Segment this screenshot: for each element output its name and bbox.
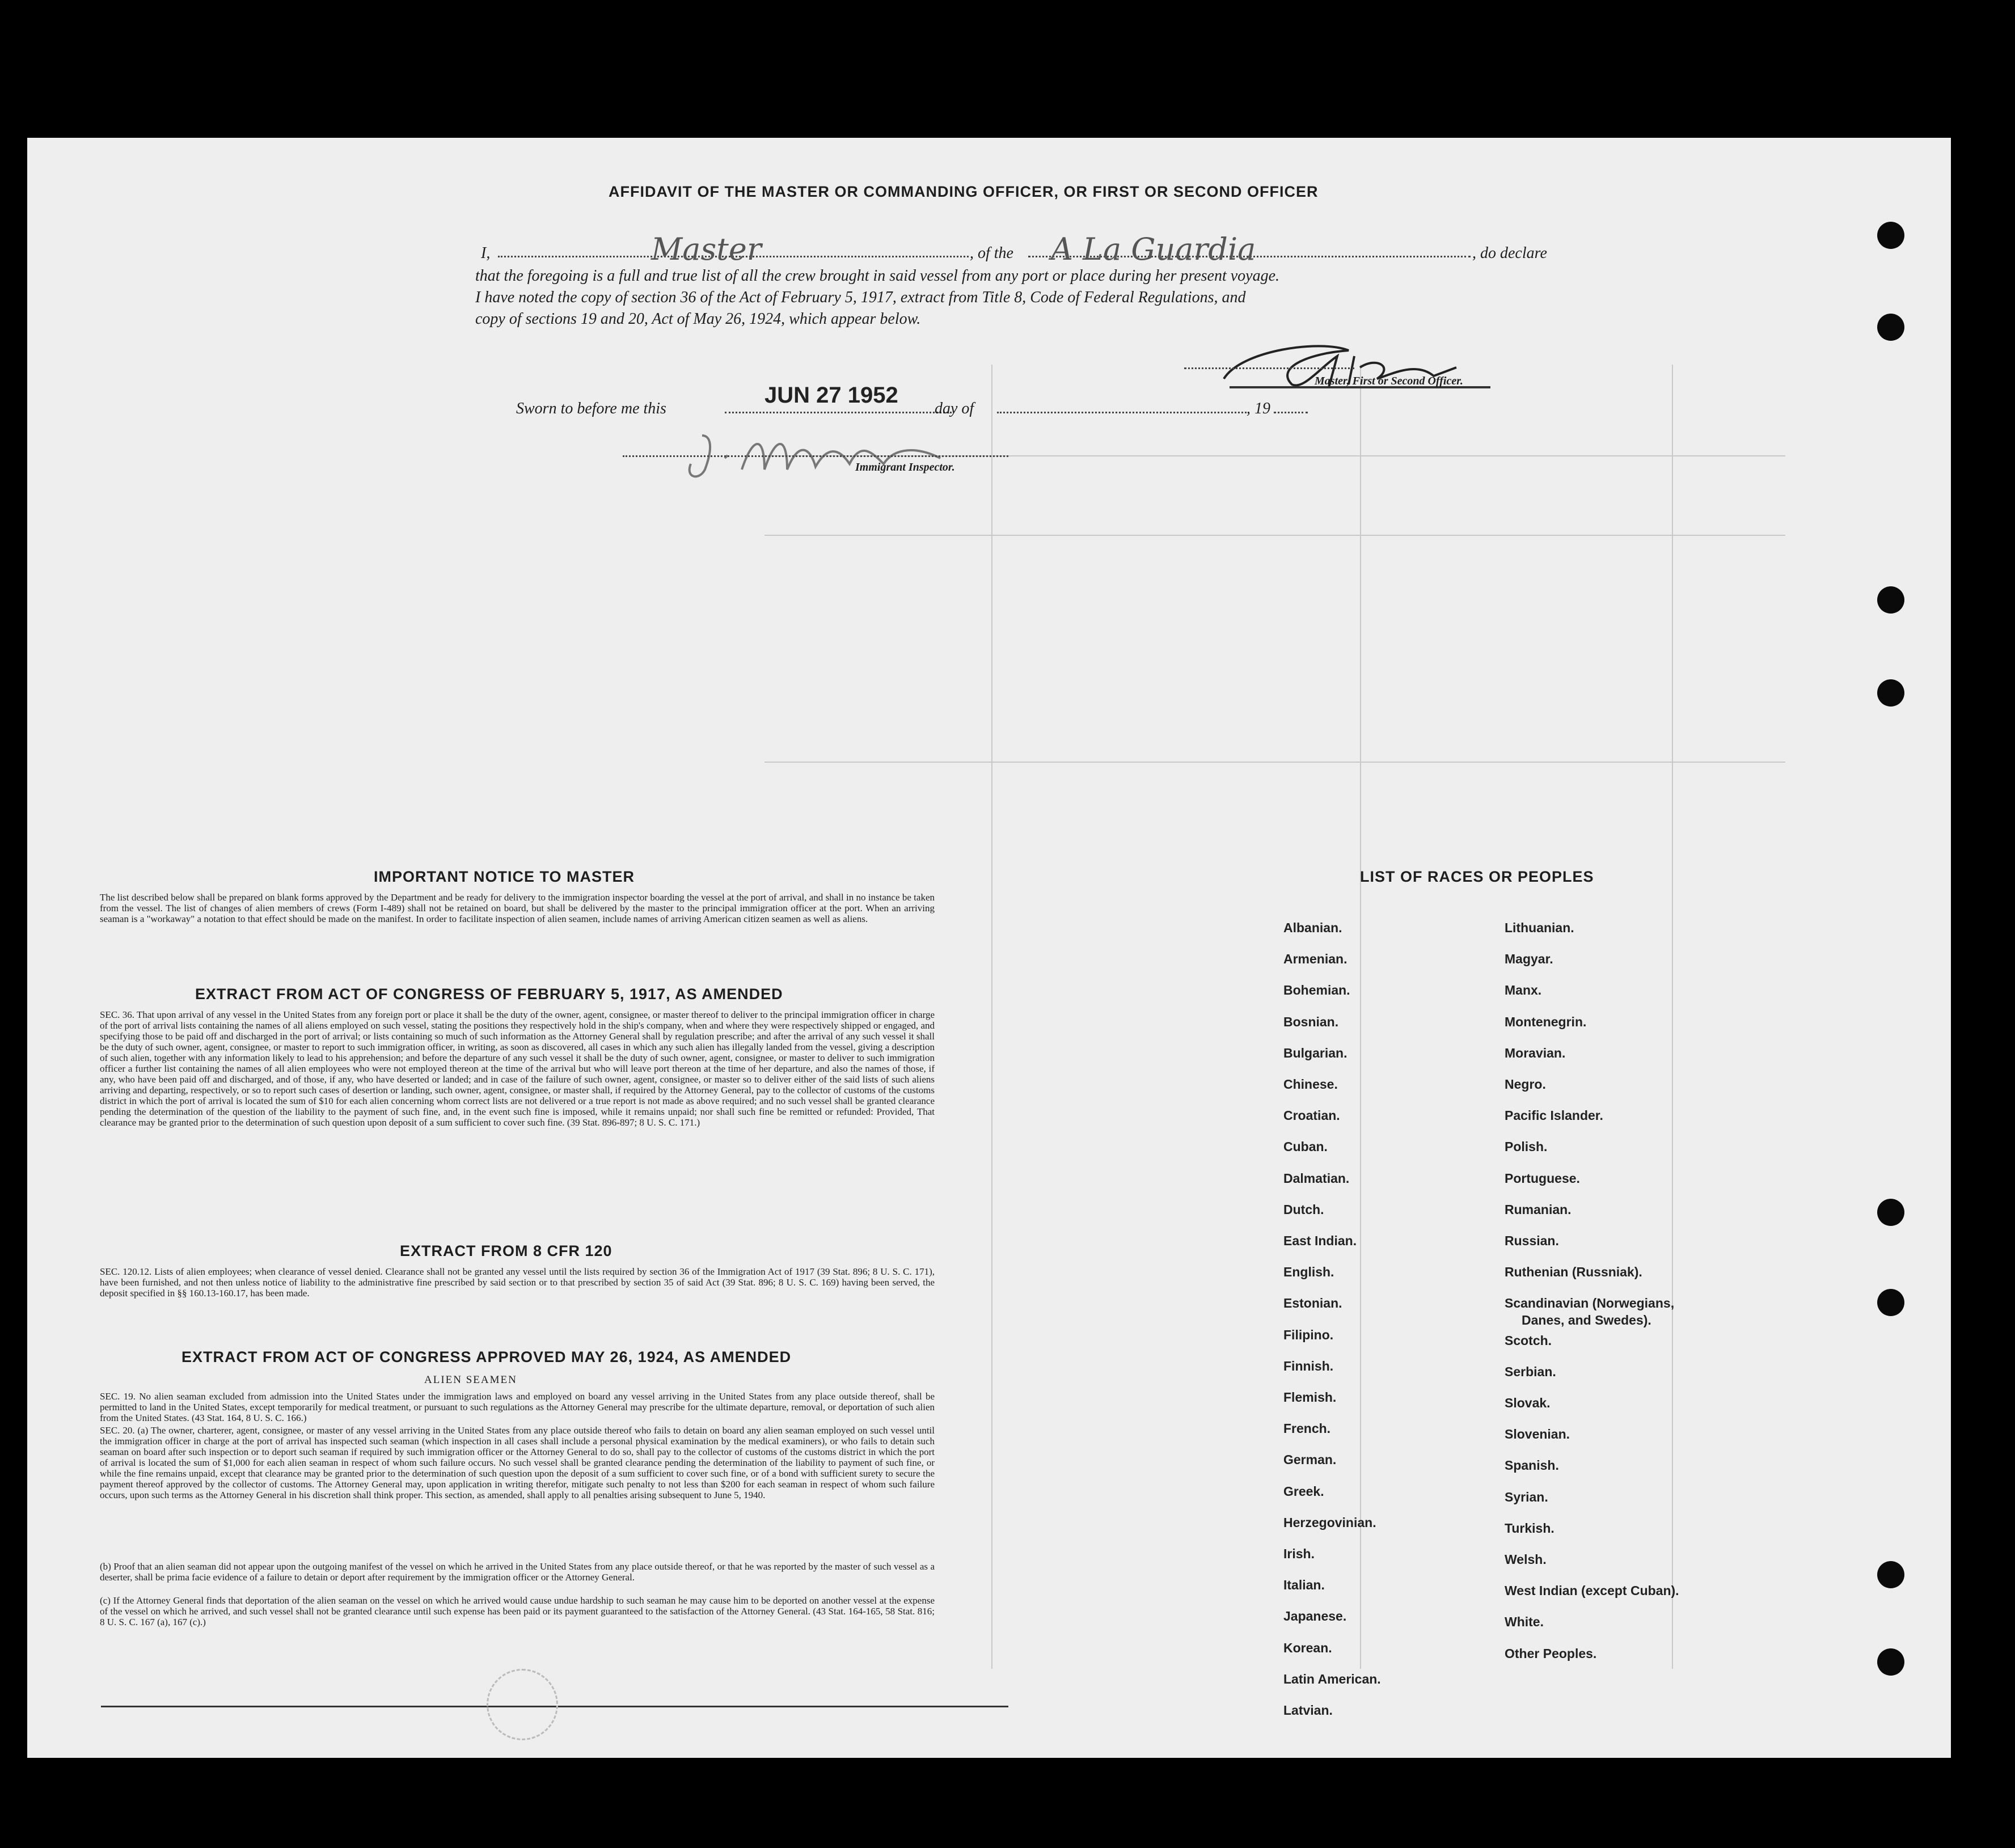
day-of-label: day of xyxy=(935,400,974,417)
extract-1924-sec20b: (b) Proof that an alien seaman did not appear upon the outgoing manifest of the vessel on which he arrived in the United States from any place outside thereof, or that he was reported by the master of such vessel as a deserter, shall be prima facie evidence of a failure to detain or deport after requirement by the immigration officer or the Attorney General. xyxy=(100,1561,935,1583)
race-item: Slovak. xyxy=(1505,1395,1551,1410)
affidavit-of-the-label: , of the xyxy=(970,244,1013,262)
extract-1917-heading: EXTRACT FROM ACT OF CONGRESS OF FEBRUARY 5, 1917, AS AMENDED xyxy=(195,986,783,1003)
inspector-role: Immigrant Inspector. xyxy=(855,461,955,473)
sworn-date-stamp: JUN 27 1952 xyxy=(764,383,898,408)
race-item: Croatian. xyxy=(1283,1108,1340,1123)
race-item: Irish. xyxy=(1283,1546,1315,1561)
race-item: Russian. xyxy=(1505,1233,1559,1248)
race-item: Greek. xyxy=(1283,1484,1324,1499)
punch-hole-icon xyxy=(1877,1648,1904,1676)
race-item: Montenegrin. xyxy=(1505,1014,1587,1029)
punch-hole-icon xyxy=(1877,586,1904,614)
race-item: Polish. xyxy=(1505,1139,1548,1154)
punch-hole-icon xyxy=(1877,1289,1904,1316)
race-item: Chinese. xyxy=(1283,1077,1338,1092)
notice-heading: IMPORTANT NOTICE TO MASTER xyxy=(374,868,635,885)
race-item: Portuguese. xyxy=(1505,1171,1580,1186)
race-item: East Indian. xyxy=(1283,1233,1357,1248)
race-item: West Indian (except Cuban). xyxy=(1505,1583,1679,1598)
race-item: Korean. xyxy=(1283,1640,1332,1655)
race-item: Armenian. xyxy=(1283,952,1347,966)
race-item: Other Peoples. xyxy=(1505,1646,1597,1661)
race-item: Dalmatian. xyxy=(1283,1171,1350,1186)
affidavit-title: AFFIDAVIT OF THE MASTER OR COMMANDING OFFICER, OR FIRST OR SECOND OFFICER xyxy=(609,183,1319,200)
sworn-date-line xyxy=(725,412,952,413)
race-item: Syrian. xyxy=(1505,1490,1548,1504)
race-item: Flemish. xyxy=(1283,1390,1337,1405)
race-item: Filipino. xyxy=(1283,1327,1334,1342)
punch-hole-icon xyxy=(1877,1561,1904,1588)
affidavit-vessel-value: A La Guardia xyxy=(1051,231,1256,267)
affidavit-i-value: Master xyxy=(651,231,762,267)
extract-cfr-text: SEC. 120.12. Lists of alien employees; when clearance of vessel denied. Clearance shall not be granted any vessel until the lists required by section 36 of the Immigration Act of 1917 (39 Stat. 896; 8 U. S. C. 171), have been furnished, and not then unless notice of liability to the administrative fine prescribed by said section or to that prescribed by section 35 of said Act (39 Stat. 896; 8 U. S. C. 169) having been served, the deposit specified in §§ 160.13-160.17, has been made. xyxy=(100,1266,935,1299)
punch-hole-icon xyxy=(1877,222,1904,249)
race-item: Scandinavian (Norwegians, xyxy=(1505,1296,1675,1310)
punch-hole-icon xyxy=(1877,679,1904,707)
extract-1924-sec19: SEC. 19. No alien seaman excluded from admission into the United States under the immigration laws and employed on board any vessel arriving in the United States from any place outside thereof, shall be permitted to land in the United States, except temporarily for medical treatment, or pursuant to such regulations as the Attorney General may prescribe for the ultimate departure, removal, or deportation of such alien from the United States. (43 Stat. 164, 8 U. S. C. 166.) xyxy=(100,1391,935,1423)
extract-1924-subheading: ALIEN SEAMEN xyxy=(424,1374,517,1386)
race-item: English. xyxy=(1283,1265,1334,1279)
inspector-signature-line xyxy=(623,455,1008,457)
race-item: Dutch. xyxy=(1283,1202,1324,1217)
affidavit-declare-label: , do declare xyxy=(1472,244,1547,262)
race-item: Magyar. xyxy=(1505,952,1553,966)
race-item: Ruthenian (Russniak). xyxy=(1505,1265,1642,1279)
race-item: Italian. xyxy=(1283,1578,1325,1592)
affidavit-line-3: I have noted the copy of section 36 of the Act of February 5, 1917, extract from Title 8, Code of Federal Regulations, and xyxy=(475,289,1246,306)
race-item: Herzegovinian. xyxy=(1283,1515,1376,1530)
document-page xyxy=(27,138,1951,1758)
race-item: Cuban. xyxy=(1283,1139,1328,1154)
round-stamp xyxy=(487,1669,558,1740)
extract-1924-sec20c: (c) If the Attorney General finds that deportation of the alien seaman on the vessel on which he arrived would cause undue hardship to such seaman he may cause him to be deported on another vessel at the expense of the vessel on which he arrived, and such vessel shall not be granted clearance until such expense has been paid or its payment guaranteed to the satisfaction of the Attorney General. (43 Stat. 164-165, 58 Stat. 816; 8 U. S. C. 167 (a), 167 (c).) xyxy=(100,1595,935,1627)
race-item: Danes, and Swedes). xyxy=(1522,1313,1651,1327)
race-item: Latvian. xyxy=(1283,1703,1333,1718)
race-item: Negro. xyxy=(1505,1077,1546,1092)
race-item: Slovenian. xyxy=(1505,1427,1570,1441)
race-item: Welsh. xyxy=(1505,1552,1547,1567)
master-signature-role: Master, First or Second Officer. xyxy=(1315,375,1463,387)
race-item: Japanese. xyxy=(1283,1609,1347,1623)
year-line xyxy=(1274,412,1308,413)
extract-1924-sec20a: SEC. 20. (a) The owner, charterer, agent, consignee, or master of any vessel arriving in the United States from any place outside thereof who fails to detain on board any alien seaman employed on such vessel until the immigration officer in charge at the port of arrival has inspected such seaman (which inspection in all cases shall include a personal physical examination by the medical examiners), or who fails to detain such seaman on board after such inspection or to deport such seaman if required by such immigration officer or the Attorney General to do so, shall pay to the collector of customs of the customs district in which the port of arrival is located the sum of $1,000 for each alien seaman in respect of whom such failure occurs. No such vessel shall be granted clearance pending the determination of the liability to payment of such fine, or while the fine remains unpaid, except that clearance may be granted prior to the determination of such question upon the deposit of a sum sufficient to cover such fine, or of a bond with sufficient surety to secure the payment thereof approved by the collector of customs. The Attorney General may, upon application in writing therefor, mitigate such penalty to not less than $200 for each seaman in respect of whom such failure occurs, upon such terms as the Attorney General in his discretion shall think proper. This section, as amended, shall apply to all penalties arising subsequent to June 5, 1940. xyxy=(100,1425,935,1500)
affidavit-line-4: copy of sections 19 and 20, Act of May 26, 1924, which appear below. xyxy=(475,310,921,328)
master-signature-line xyxy=(1184,367,1354,369)
race-item: Scotch. xyxy=(1505,1333,1552,1348)
race-item: Bulgarian. xyxy=(1283,1046,1347,1060)
race-item: Spanish. xyxy=(1505,1458,1559,1473)
race-item: Latin American. xyxy=(1283,1672,1381,1686)
punch-hole-icon xyxy=(1877,314,1904,341)
race-item: Turkish. xyxy=(1505,1521,1554,1536)
race-item: Estonian. xyxy=(1283,1296,1342,1310)
race-item: Bohemian. xyxy=(1283,983,1350,997)
extract-1917-text: SEC. 36. That upon arrival of any vessel in the United States from any foreign port or place it shall be the duty of the owner, agent, consignee, or master thereof to deliver to the principal immigration officer in charge of the port of arrival lists containing the names of all aliens employed on such vessel, stating the positions they respectively hold in the ship's company, when and where they were respectively shipped or engaged, and specifying those to be paid off and discharged in the port of arrival; or lists containing so much of such information as the Attorney General shall by regulation prescribe; and after the arrival of any such vessel it shall be the duty of such owner, agent, consignee, or master to report to such immigration officer, in writing, as soon as discovered, all cases in which any such alien has illegally landed from the vessel, giving a description of such alien, together with any information likely to lead to his apprehension; and before the departure of any such vessel it shall be the duty of such owner, agent, consignee, or master to deliver to such immigration officer a further list containing the names of all alien employees who were not employed thereon at the time of the arrival but who will leave port thereon at the time of her departure, and also the names of those, if any, who have been paid off and discharged, and of those, if any, who have deserted or landed; and in case of the failure of such owner, agent, consignee, or master so to deliver either of the said lists of such aliens arriving and departing, respectively, or so to report such cases of desertion or landing, such owner, agent, consignee, or master shall, if required by the Attorney General, pay to the collector of customs of the customs district in which the port of arrival is located the sum of $10 for each alien concerning whom correct lists are not delivered or a true report is not made as above required; and no such vessel shall be granted clearance pending the determination of the question of the liability to the payment of such fine, and, in the event such fine is imposed, while it remains unpaid; nor shall such fine be remitted or refunded: Provided, That clearance may be granted prior to the determination of such question upon deposit of a sum sufficient to cover such fine. (39 Stat. 896-897; 8 U. S. C. 171.) xyxy=(100,1009,935,1128)
affidavit-line-2: that the foregoing is a full and true list of all the crew brought in said vessel from any port or place during her present voyage. xyxy=(475,267,1280,285)
races-heading: LIST OF RACES OR PEOPLES xyxy=(1360,868,1594,885)
race-item: Moravian. xyxy=(1505,1046,1566,1060)
race-item: Manx. xyxy=(1505,983,1542,997)
race-item: Lithuanian. xyxy=(1505,920,1574,935)
punch-hole-icon xyxy=(1877,1199,1904,1226)
race-item: Bosnian. xyxy=(1283,1014,1339,1029)
year-label: , 19 xyxy=(1247,400,1270,417)
month-line xyxy=(997,412,1247,413)
race-item: Finnish. xyxy=(1283,1359,1334,1373)
race-item: Serbian. xyxy=(1505,1364,1556,1379)
race-item: Albanian. xyxy=(1283,920,1342,935)
race-item: Pacific Islander. xyxy=(1505,1108,1603,1123)
affidavit-i-label: I, xyxy=(481,244,491,262)
race-item: French. xyxy=(1283,1421,1331,1436)
sworn-label: Sworn to before me this xyxy=(516,400,666,417)
race-item: White. xyxy=(1505,1614,1544,1629)
extract-cfr-heading: EXTRACT FROM 8 CFR 120 xyxy=(400,1242,612,1259)
race-item: German. xyxy=(1283,1452,1337,1467)
extract-1924-heading: EXTRACT FROM ACT OF CONGRESS APPROVED MAY 26, 1924, AS AMENDED xyxy=(181,1348,792,1365)
race-item: Rumanian. xyxy=(1505,1202,1572,1217)
notice-text: The list described below shall be prepared on blank forms approved by the Department and be ready for delivery to the immigration inspector boarding the vessel at the port of arrival, and shall in no instance be taken from the vessel. The list of changes of alien members of crews (Form I-489) shall not be retained on board, but shall be delivered by the master to the principal immigration officer at the port. When an arriving seaman is a "workaway" a notation to that effect should be made on the manifest. In order to facilitate inspection of alien seamen, include names of arriving American citizen seamen as well as aliens. xyxy=(100,892,935,924)
